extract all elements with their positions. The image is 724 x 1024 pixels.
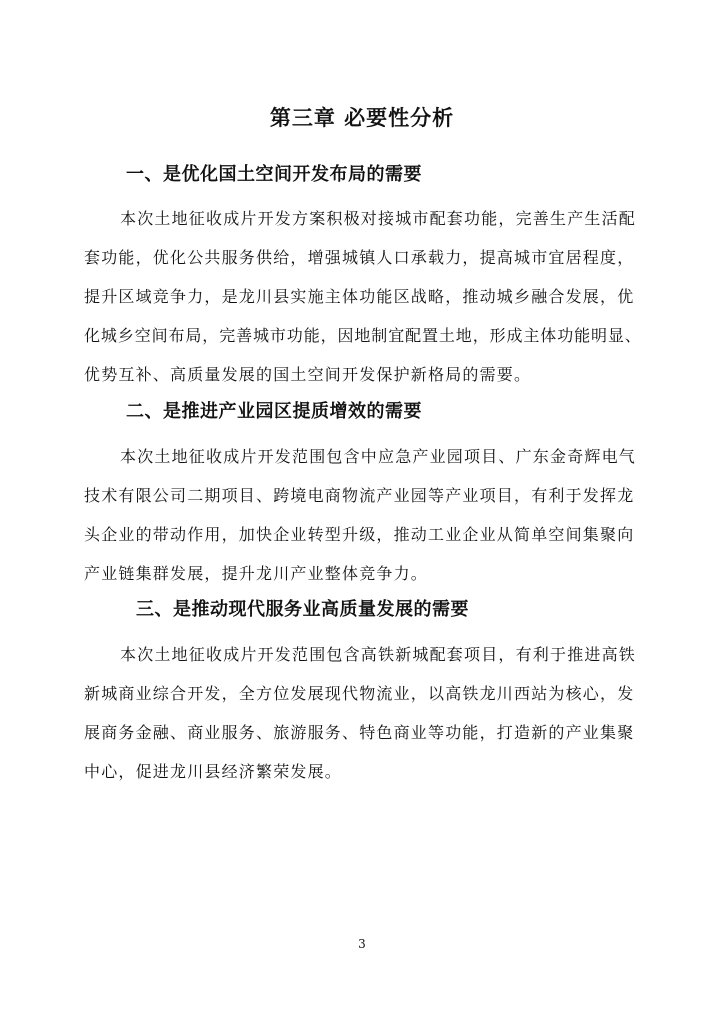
paragraph-line: 新城商业综合开发，全方位发展现代物流业，以高铁龙川西站为核心，发 [84,684,635,703]
paragraph-line: 技术有限公司二期项目、跨境电商物流产业园等产业项目，有利于发挥龙 [84,486,635,505]
paragraph-line: 本次土地征收成片开发范围包含高铁新城配套项目，有利于推进高铁 [120,645,637,664]
paragraph-line: 头企业的带动作用，加快企业转型升级，推动工业企业从简单空间集聚向 [84,525,635,544]
paragraph-line: 本次土地征收成片开发方案积极对接城市配套功能，完善生产生活配 [120,209,637,228]
paragraph-line: 中心，促进龙川县经济繁荣发展。 [84,762,343,781]
paragraph-line: 优势互补、高质量发展的国土空间开发保护新格局的需要。 [84,365,532,384]
paragraph-line: 展商务金融、商业服务、旅游服务、特色商业等功能，打造新的产业集聚 [84,723,635,742]
section-heading-2: 二、是推进产业园区提质增效的需要 [126,401,422,422]
paragraph-line: 提升区域竞争力，是龙川县实施主体功能区战略，推动城乡融合发展，优 [84,287,635,306]
page-number: 3 [358,937,366,951]
paragraph-line: 化城乡空间布局，完善城市功能，因地制宜配置土地，形成主体功能明显、 [84,326,642,345]
paragraph-line: 套功能，优化公共服务供给，增强城镇人口承载力，提高城市宜居程度， [84,248,635,267]
section-heading-3: 三、是推动现代服务业高质量发展的需要 [136,599,469,620]
paragraph-line: 产业链集群发展，提升龙川产业整体竞争力。 [84,564,429,583]
section-heading-1: 一、是优化国土空间开发布局的需要 [126,164,422,185]
paragraph-line: 本次土地征收成片开发范围包含中应急产业园项目、广东金奇辉电气 [120,447,637,466]
chapter-title: 第三章 必要性分析 [269,106,455,130]
